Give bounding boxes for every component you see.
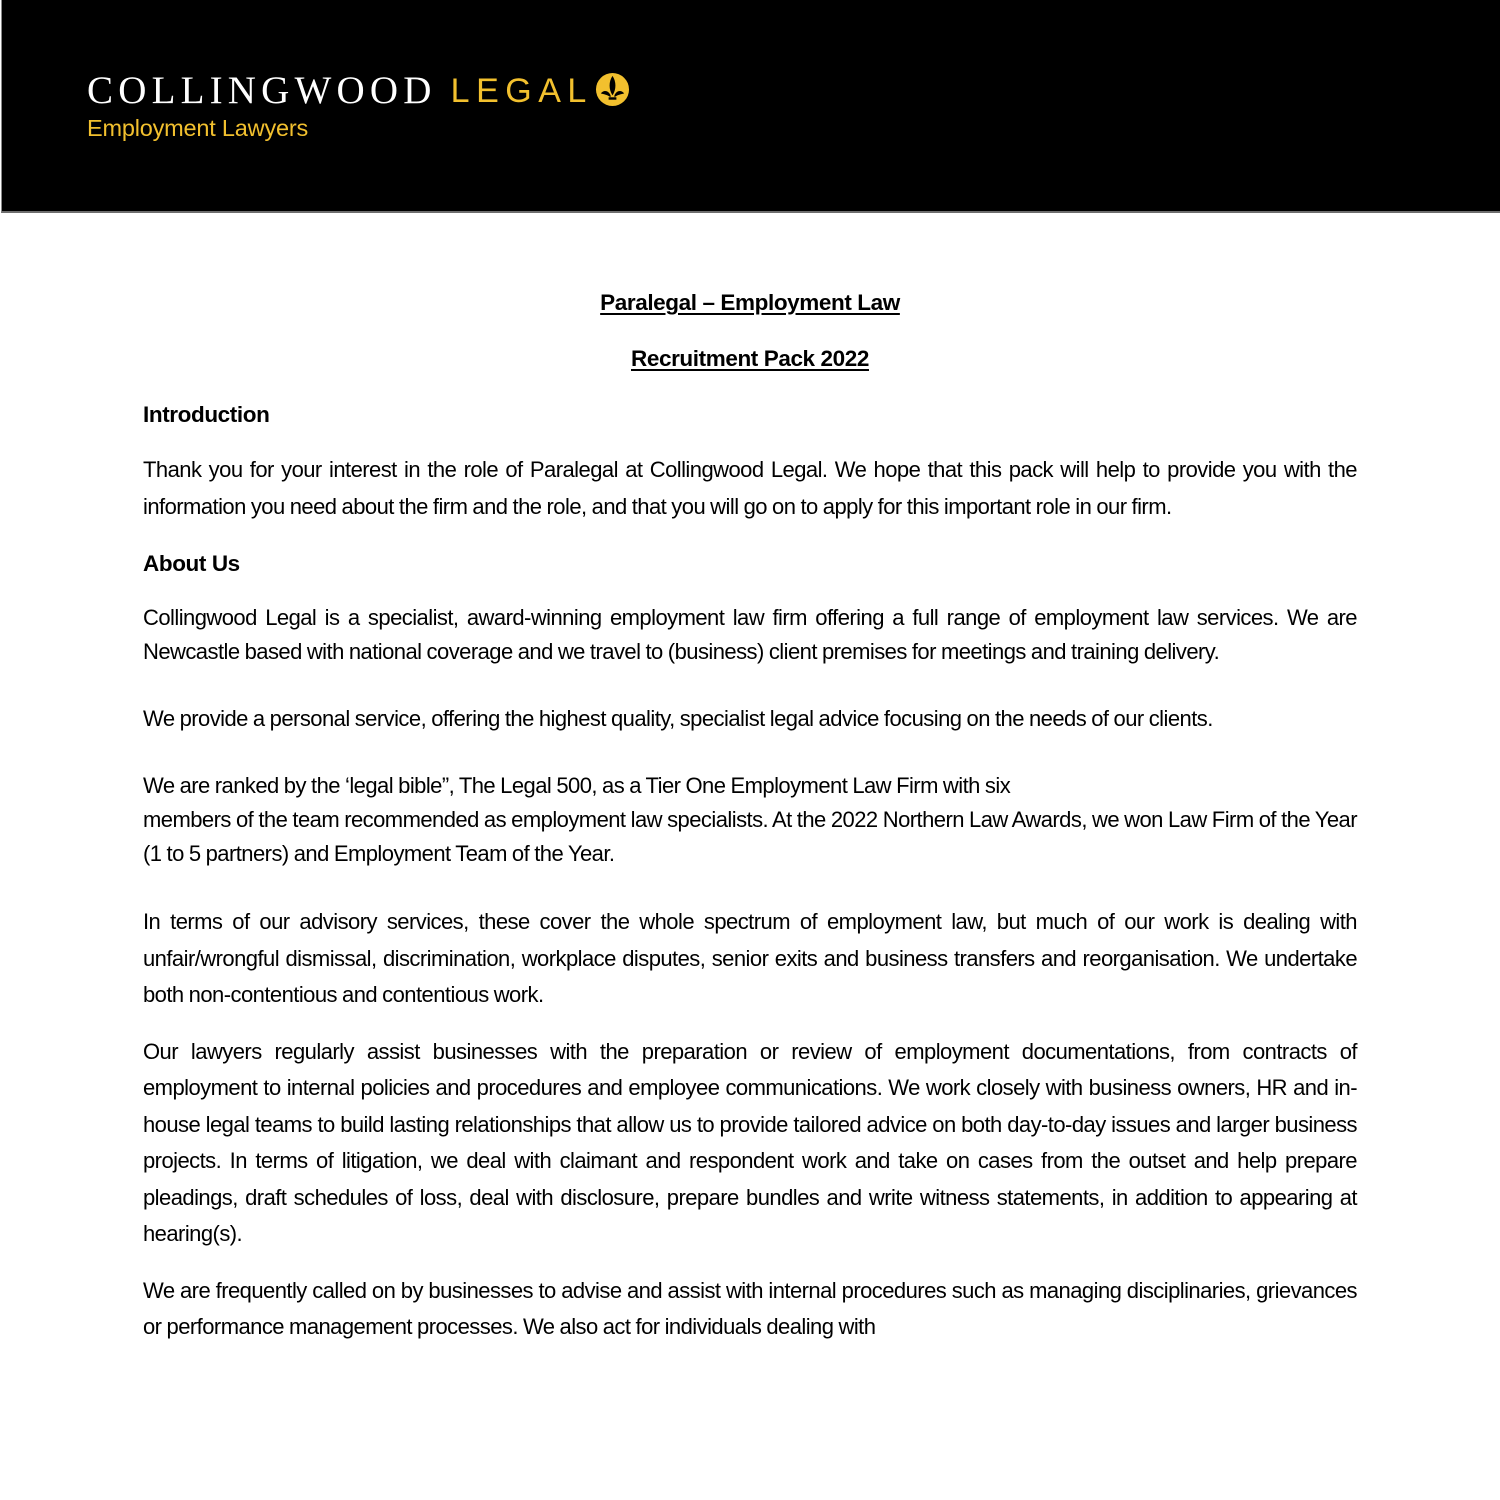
document-subtitle: Recruitment Pack 2022 bbox=[631, 346, 869, 371]
brand-tagline: Employment Lawyers bbox=[87, 115, 309, 141]
brand-suffix: LEGAL bbox=[450, 72, 593, 110]
about-paragraph-2: We provide a personal service, offering the highest quality, specialist legal advice focusing on the needs of our clients. bbox=[143, 706, 1213, 731]
section-heading-about-us: About Us bbox=[143, 551, 240, 576]
brand-logo bbox=[87, 68, 630, 114]
about-paragraph-4: In terms of our advisory services, these cover the whole spectrum of employment law, but much of our work is dealing with unfair/wrongful dismissal, discrimination, workplace disputes, senior exits and business transfers and reorganisation. We undertake both non-contentious and contentious work. bbox=[143, 909, 1357, 1007]
letterhead-banner bbox=[1, 0, 1500, 213]
document-title: Paralegal – Employment Law bbox=[600, 290, 900, 315]
about-paragraph-6: We are frequently called on by businesses to advise and assist with internal procedures such as managing disciplinaries, grievances or performance management processes. We also act for individuals dealing with bbox=[143, 1277, 1357, 1339]
about-paragraph-3a: We are ranked by the ‘legal bible”, The Legal 500, as a Tier One Employment Law Firm with six bbox=[143, 773, 1011, 798]
about-paragraph-3b: members of the team recommended as employment law specialists. At the 2022 Northern Law Awards, we won Law Firm of the Year (1 to 5 partners) and Employment Team of the Year. bbox=[143, 807, 1357, 866]
fleur-de-lis-icon bbox=[595, 72, 630, 107]
document-body bbox=[143, 284, 1357, 1346]
about-paragraph-1: Collingwood Legal is a specialist, award-winning employment law firm offering a full range of employment law services. We are Newcastle based with national coverage and we travel to (business) client premises for meetings and training delivery. bbox=[143, 605, 1357, 664]
intro-paragraph: Thank you for your interest in the role of Paralegal at Collingwood Legal. We hope that this pack will help to provide you with the information you need about the firm and the role, and that you will go on to apply for this important role in our firm. bbox=[143, 457, 1357, 519]
section-heading-introduction: Introduction bbox=[143, 402, 270, 427]
brand-name: COLLINGWOOD bbox=[87, 69, 437, 112]
about-paragraph-5: Our lawyers regularly assist businesses with the preparation or review of employment documentations, from contracts of employment to internal policies and procedures and employee communications. We work closely with business owners, HR and in-house legal teams to build lasting relationships that allow us to provide tailored advice on both day-to-day issues and larger business projects. In terms of litigation, we deal with claimant and respondent work and take on cases from the outset and help prepare pleadings, draft schedules of loss, deal with disclosure, prepare bundles and write witness statements, in addition to appearing at hearing(s). bbox=[143, 1038, 1357, 1246]
